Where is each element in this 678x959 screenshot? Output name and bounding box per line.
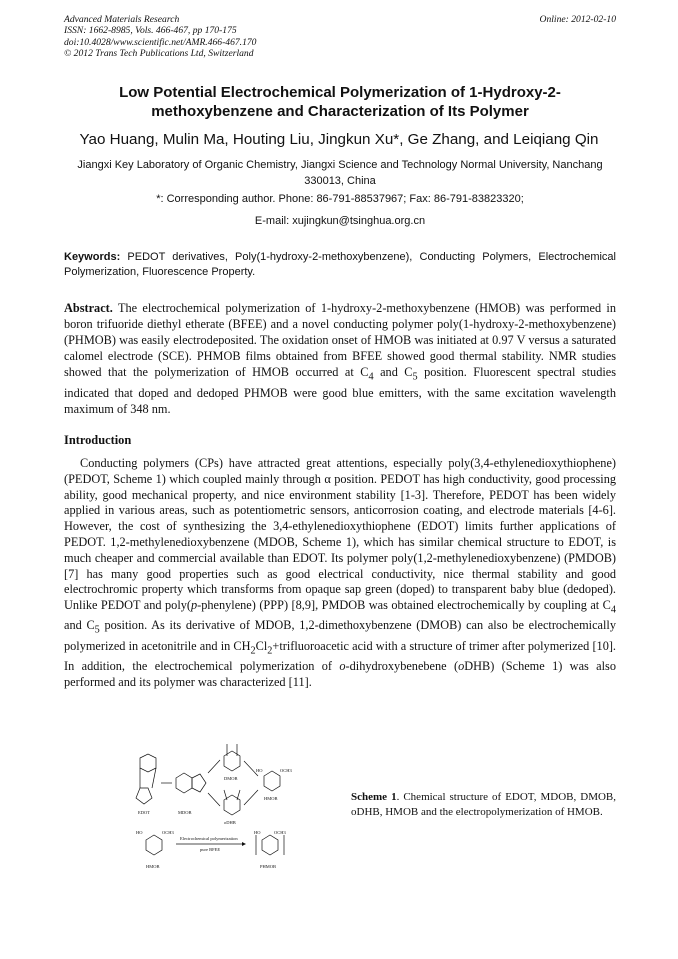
hmob-top-label: HMOB <box>264 796 278 801</box>
mdob-label: MDOB <box>178 810 192 815</box>
paper-title: Low Potential Electrochemical Polymerization of 1-Hydroxy-2-methoxybenzene and Characterization of Its Polymer <box>119 84 561 120</box>
introduction-heading: Introduction <box>64 433 132 447</box>
intro-text: -dihydroxybenebene ( <box>345 658 459 673</box>
italic-p: p <box>190 598 198 613</box>
subscript: 2 <box>250 645 256 657</box>
subscript: 5 <box>412 371 418 383</box>
odhb-structure <box>224 790 240 825</box>
scheme-1-figure <box>124 738 328 878</box>
polymerization-reaction <box>136 830 287 869</box>
edot-label: EDOT <box>138 810 150 815</box>
intro-text: Conducting polymers (CPs) have attracted great attentions, especially poly(3,4-ethylenedioxythiophene) (PEDOT, Scheme 1) which coupled mainly through <box>64 456 616 486</box>
subscript: 4 <box>368 371 374 383</box>
methoxy-label: OCH3 <box>280 768 292 773</box>
abstract-label: Abstract. <box>64 301 113 315</box>
hydroxy-label: HO <box>136 830 143 835</box>
arrow-bottom-label: pure BFEE <box>200 847 221 852</box>
scheme-caption-text: . Chemical structure of EDOT, MDOB, DMOB, oDHB, HMOB and the electropolymerization of HMOB. <box>351 791 617 818</box>
hydroxy-label: HO <box>256 768 263 773</box>
intro-text: -phenylene) (PPP) [8,9], PMDOB was obtained electrochemically by coupling at C <box>197 598 611 613</box>
affiliation: Jiangxi Key Laboratory of Organic Chemistry, Jiangxi Science and Technology Normal University, Nanchang 330013, China <box>77 159 603 187</box>
subscript: 5 <box>94 624 100 636</box>
odhb-label: oDHB <box>224 820 236 825</box>
methoxy-label: OCH3 <box>162 830 174 835</box>
hmob-bottom-label: HMOB <box>146 864 160 869</box>
intro-text: +trifluoroacetic acid with a structure of trimer after polymerized [10]. In addition, the electrochemical polymerization of <box>64 638 617 673</box>
dmob-label: DMOB <box>224 776 238 781</box>
abstract-text: position. Fluorescent spectral studies indicated that doped and dedoped PHMOB were good blue emitters, with the same excitation wavelength maximum of 348 nm. <box>64 365 616 417</box>
issn-line: ISSN: 1662-8985, Vols. 466-467, pp 170-175 <box>64 25 237 37</box>
intro-text: and C <box>64 618 95 633</box>
keywords-text: PEDOT derivatives, Poly(1-hydroxy-2-methoxybenzene), Conducting Polymers, Electrochemical Polymerization, Fluorescence Property. <box>64 251 616 278</box>
scheme-caption <box>351 790 616 820</box>
abstract-text: The electrochemical polymerization of 1-hydroxy-2-methoxybenzene (HMOB) was performed in boron trifuoride diethyl etherate (BFEE) and a novel conducting polymer poly(1-hydroxy-2-methoxybenzene) (PHMOB) was easily electrodeposited. The oxidation onset of HMOB was initiated at 0.97 V versus a saturated calomel electrode (SCE). PHMOB films obtained from BFEE showed good thermal stability. NMR studies showed that the polymerization of HMOB occurred at C <box>64 301 616 379</box>
methoxy-label: OCH3 <box>274 830 286 835</box>
introduction-paragraph <box>64 456 616 691</box>
doi-line: doi:10.4028/www.scientific.net/AMR.466-467.170 <box>64 36 257 48</box>
keywords-label: Keywords: <box>64 251 121 263</box>
keywords-section <box>64 250 616 279</box>
online-date: Online: 2012-02-10 <box>539 14 616 25</box>
copyright-line: © 2012 Trans Tech Publications Ltd, Switzerland <box>64 48 254 60</box>
intro-text: Cl <box>255 638 268 653</box>
corresponding-author: *: Corresponding author. Phone: 86-791-88537967; Fax: 86-791-83823320; <box>156 193 524 205</box>
journal-name: Advanced Materials Research <box>64 14 180 25</box>
subscript: 4 <box>610 604 616 616</box>
subscript: 2 <box>267 645 273 657</box>
email-line: E-mail: xujingkun@tsinghua.org.cn <box>254 215 426 227</box>
alpha-symbol: α <box>324 471 331 486</box>
hmob-top-structure <box>244 761 293 805</box>
italic-o: o <box>339 658 346 673</box>
intro-text: DHB) (Scheme 1) was also performed and its polymer was characterized [11]. <box>64 658 616 689</box>
mdob-structure <box>176 773 206 815</box>
arrow-top-label: Electrochemical polymerization <box>180 836 238 841</box>
author-list: Yao Huang, Mulin Ma, Houting Liu, Jingkun Xu*, Ge Zhang, and Leiqiang Qin <box>79 131 599 148</box>
abstract-section <box>64 300 616 417</box>
intro-text: position. PEDOT has high conductivity, good processing ability, good mechanical property, and nice environment stability [1-3]. Therefore, PEDOT has been widely applied in various areas, such as potentiometric sensors, anticorrosion coating, and electrode materials [4-6]. However, the cost of synthesizing the 3,4-ethylenedioxythiophene (EDOT) limits further applications of PEDOT. 1,2-methylenedioxybenzene (MDOB, Scheme 1), which has similar chemical structure to EDOT, is much cheaper and commercial available than EDOT. Its polymer poly(1,2-methylenedioxybenzene) (PMDOB) [7] has many good properties such as good electrical conductivity, nice thermal stability and good electrochromic property which transforms from opaque sap green (doped) to transparent baby blue (dedoped). Unlike PEDOT and poly( <box>64 471 616 613</box>
intro-text: position. As its derivative of MDOB, 1,2-dimethoxybenzene (DMOB) can also be electrochemically polymerized in acetonitrile and in CH <box>64 618 616 653</box>
journal-header <box>64 14 616 60</box>
edot-structure <box>136 754 156 815</box>
dmob-structure <box>224 744 240 781</box>
abstract-text: and C <box>373 365 413 379</box>
hydroxy-label: HO <box>254 830 261 835</box>
italic-o: o <box>458 658 465 673</box>
phmob-label: PHMOB <box>260 864 277 869</box>
scheme-caption-label: Scheme 1 <box>351 791 397 803</box>
